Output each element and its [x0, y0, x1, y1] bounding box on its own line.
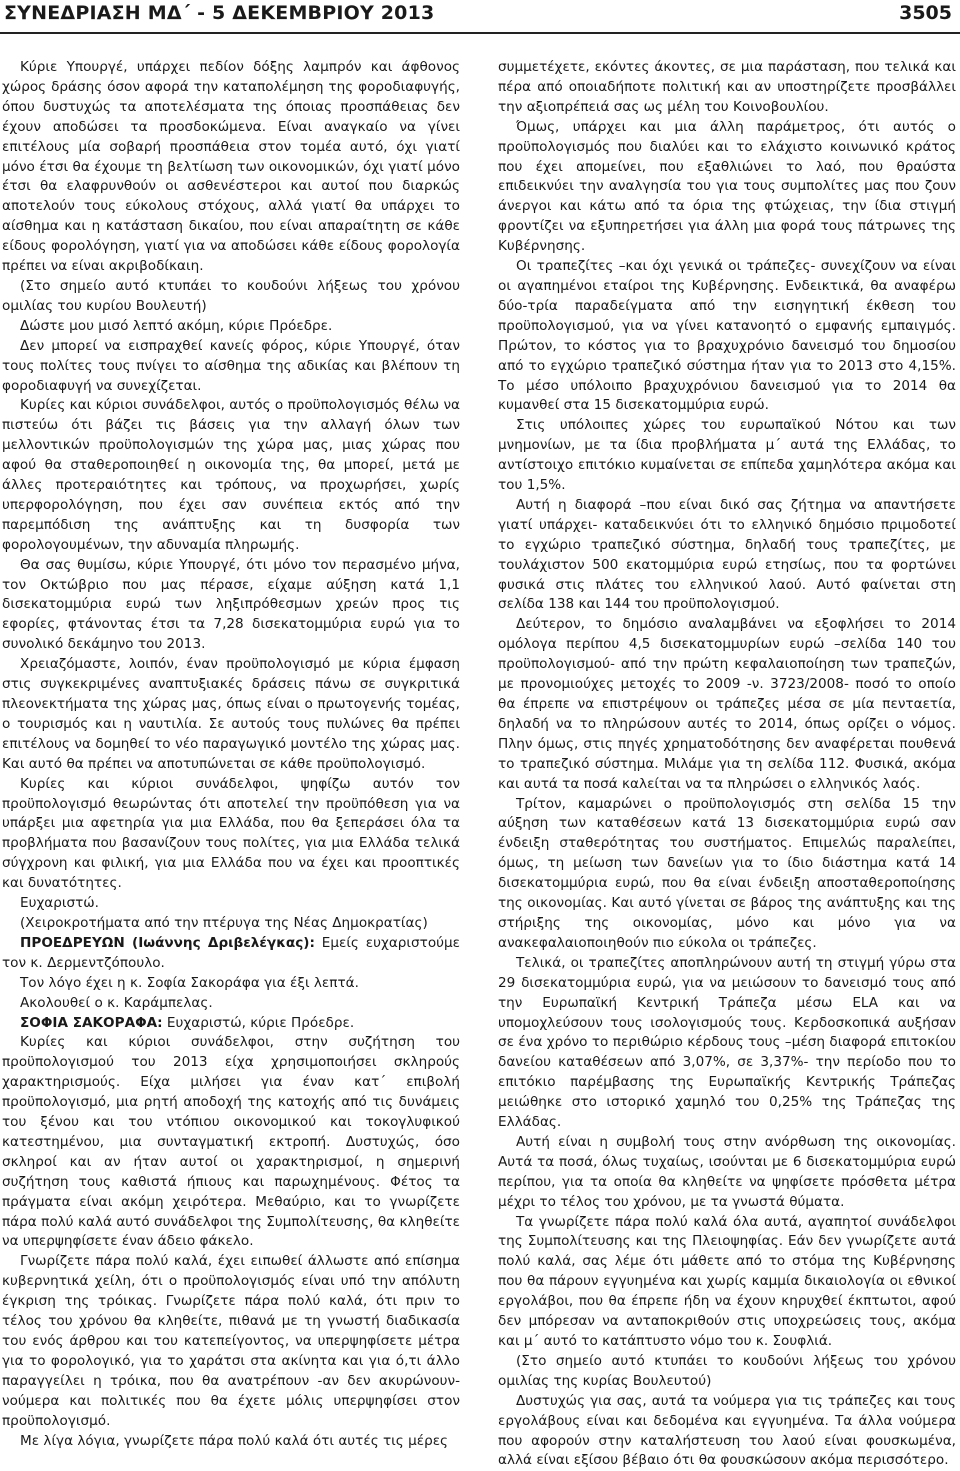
speaker-name: ΣΟΦΙΑ ΣΑΚΟΡΑΦΑ: [20, 1014, 163, 1031]
paragraph: Τρίτον, καμαρώνει ο προϋπολογισμός στη σελίδα 15 την αύξηση των καταθέσεων κατά 13 δισεκατομμύρια ευρώ σαν ένδειξη σταθερότητας του συστήματος. Επιμελώς παραλείπει, όμως, τη μείωση των δανείων για το ίδιο διάστημα κατά 14 δισεκατομμύρια ευρώ, που θα είναι ένδειξη αποσταθεροποίησης της οικονομίας. Και αυτό γίνεται σε βάρος της ανάπτυξης και της στήριξης της οικονομίας, μόνο και μόνο για να ανακεφαλαιοποιηθούν πιο εύκολα οι τράπεζες. [498, 795, 956, 951]
paragraph: Κύριε Υπουργέ, υπάρχει πεδίον δόξης λαμπρόν και άφθονος χώρος δράσης όσον αφορά την καταπολέμηση της φοροδιαφυγής, όπου δυστυχώς τα αποτελέσματα της όποιας προσπάθειας δεν έχουν αποδώσει τα προσδοκώμενα. Είναι αναγκαίο να γίνει επιτέλους μία σοβαρή προσπάθεια στον τομέα αυτό, όχι γιατί μόνο έτσι θα έχουμε τη βελτίωση των οικονομικών, όχι γιατί μόνο έτσι θα ελαφρυνθούν οι ασθενέστεροι και αυτοί που διαρκώς αποτελούν τους εύκολους στόχους, αλλά γιατί θα υπάρχει το αίσθημα και η κατάσταση δικαίου, που είναι απαραίτητη σε κάθε είδους φορολόγηση, γιατί για να αποδώσει κάθε είδους φορολογία πρέπει να είναι ακριβοδίκαιη. [2, 59, 460, 275]
right-column [498, 58, 956, 1471]
paragraph: συμμετέχετε, εκόντες άκοντες, σε μια παράσταση, που τελικά και πέρα από οποιαδήποτε πολιτική και αν υποστηρίζετε προσβάλλει την αξιοπρέπειά σας ως μέλη του Κοινοβουλίου. [498, 59, 956, 115]
paragraph: Όμως, υπάρχει και μια άλλη παράμετρος, ότι αυτός ο προϋπολογισμός που διαλύει και το ελάχιστο κοινωνικό κράτος που έχει απομείνει, που εξαθλιώνει το λαό, που θραύστα επιδεικνύει την αναλγησία του για τους συμπολίτες μας που ζουν άνεργοι και κάτω από τα όρια της φτώχειας, την ίδια στιγμή φροντίζει να εξυπηρετήσει για άλλη μια φορά τους πάτρωνες της Κυβέρνησης. [498, 118, 956, 255]
paragraph: (Στο σημείο αυτό κτυπάει το κουδούνι λήξεως του χρόνου ομιλίας της κυρίας Βουλευτού) [498, 1352, 956, 1389]
paragraph: Θα σας θυμίσω, κύριε Υπουργέ, ότι μόνο τον περασμένο μήνα, τον Οκτώβριο που μας πέρασε, είχαμε αύξηση κατά 1,1 δισεκατομμύρια ευρώ των ληξιπρόθεσμων χρεών προς τις εφορίες, φτάνοντας έτσι τα 7,28 δισεκατομμύρια ευρώ για το συνολικό δεκάμηνο του 2013. [2, 556, 460, 653]
paragraph: Κυρίες και κύριοι συνάδελφοι, στην συζήτηση του προϋπολογισμού του 2013 είχα χρησιμοποιήσει σκληρούς χαρακτηρισμούς. Είχα μιλήσει για έναν κατ΄ επιβολή προϋπολογισμό, μια ρητή αποδοχή της κατοχής από τις δυνάμεις του ξένου και του ντόπιου οικονομικού και τοκογλυφικού κατεστημένου, μια συνταγματική εκτροπή. Δυστυχώς, όσο σκληροί και αν ήταν αυτοί οι χαρακτηρισμοί, η σημερινή συζήτηση τους καθιστά ήπιους και παρωχημένους. Φέτος τα πράγματα είναι ακόμη χειρότερα. Μεθαύριο, και το γνωρίζετε πάρα πολύ καλά αυτό συνάδελφοι της Συμπολίτευσης, θα κληθείτε να υπερψηφίσετε έναν άδειο φάκελο. [2, 1034, 460, 1250]
paragraph: Τελικά, οι τραπεζίτες αποπληρώνουν αυτή τη στιγμή γύρω στα 29 δισεκατομμύρια ευρώ, για να μειώσουν το δανεισμό τους από την Ευρωπαϊκή Κεντρική Τράπεζα μέσω ELA και να υπομοχλεύσουν τους ισολογισμούς τους. Κερδοσκοπικά αυξήσαν σε ένα χρόνο το περιθώριο κέρδους τους –μέση διαφορά επιτοκίου δανείου καταθέσεων από 3,07%, σε 3,37%- την περίοδο που το επιτόκιο παρέμβασης της Ευρωπαϊκής Κεντρικής Τράπεζας μειώθηκε στο ιστορικό χαμηλό του 0,25% της Τράπεζας της Ελλάδας. [498, 954, 956, 1131]
paragraph: Δυστυχώς για σας, αυτά τα νούμερα για τις τράπεζες και τους εργολάβους είναι και δεδομένα και εγγυημένα. Τα άλλα νούμερα που αφορούν στην καταλήστευση του λαού είναι φουσκωμένα, αλλά είναι εξίσου βέβαιο ότι θα φουσκώσουν ακόμα περισσότερο. [498, 1392, 956, 1469]
left-column [2, 58, 460, 1451]
paragraph: Αυτή είναι η συμβολή τους στην ανόρθωση της οικονομίας. Αυτά τα ποσά, όλως τυχαίως, ισούνται με 6 δισεκατομμύρια ευρώ περίπου, για τα οποία θα κληθείτε να ψηφίσετε πρόσθετα μέτρα μέχρι το τέλος του χρόνου, με τα γνωστά θύματα. [498, 1133, 956, 1210]
speaker-name: ΠΡΟΕΔΡΕΥΩΝ (Ιωάννης Δριβελέγκας): [20, 934, 315, 951]
paragraph: Γνωρίζετε πάρα πολύ καλά, έχει ειπωθεί άλλωστε από επίσημα κυβερνητικά χείλη, ότι ο προϋπολογισμός είναι υπό την απόλυτη έγκριση της τρόικας. Γνωρίζετε πάρα πολύ καλά, ότι πριν το τέλος του χρόνου θα κληθείτε, πιθανά με τη γνωστή διαδικασία του ενός άρθρου και του κατεπείγοντος, να υπερψηφίσετε μέτρα για το φορολογικό, για το χαράτσι στα ακίνητα και για ό,τι άλλο παραγγείλει η τρόικα, που θα ανατρέπουν -αν δεν ακυρώνουν- νούμερα και πολιτικές που θα έχετε μόλις υπερψηφίσει στον προϋπολογισμό. [2, 1253, 460, 1429]
speaker-paragraph: ΣΟΦΙΑ ΣΑΚΟΡΑΦΑ: Ευχαριστώ, κύριε Πρόεδρε. [20, 1014, 355, 1031]
paragraph: Δώστε μου μισό λεπτό ακόμη, κύριε Πρόεδρε. [20, 317, 333, 334]
paragraph: Τα γνωρίζετε πάρα πολύ καλά όλα αυτά, αγαπητοί συνάδελφοι της Συμπολίτευσης και της Πλειοψηφίας. Εάν δεν γνωρίζετε αυτά πολύ καλά, σας λέμε ότι μάθετε από το στόμα της Κυβέρνησης που θα πάρουν εγγυημένα και χωρίς καμμία δικαιολογία οι εθνικοί εργολάβοι, που θα έπρεπε ήδη να έχουν κηρυχθεί έκπτωτοι, αφού δεν μπόρεσαν να ανταποκριθούν στις υποχρεώσεις τους, ακόμα και μ΄ αυτό το κατάπτυστο νόμο του κ. Σουφλιά. [498, 1213, 956, 1349]
page-header [0, 0, 960, 46]
paragraph: Χρειαζόμαστε, λοιπόν, έναν προϋπολογισμό με κύρια έμφαση στις συγκεκριμένες αναπτυξιακές δράσεις πάνω σε συγκριτικά πλεονεκτήματα της χώρας μας, όπως είναι ο πρωτογενής τομέας, ο τουρισμός και η ναυτιλία. Σε αυτούς τους πυλώνες θα πρέπει επιτέλους να δομηθεί το νέο παραγωγικό μοντέλο της χώρας μας. Και αυτό θα πρέπει να αποτυπώνεται σε κάθε προϋπολογισμό. [2, 656, 460, 772]
page-number: 3505 [899, 2, 952, 24]
paragraph: Τον λόγο έχει η κ. Σοφία Σακοράφα για έξι λεπτά. [20, 974, 359, 991]
paragraph: Αυτή η διαφορά –που είναι δικό σας ζήτημα να απαντήσετε γιατί υπάρχει- καταδεικνύει ότι το ελληνικό δημόσιο πριμοδοτεί το εγχώριο τραπεζικό σύστημα, δηλαδή τους τραπεζίτες, με τουλάχιστον 500 εκατομμύρια ευρώ ετησίως, που τα φορτώνει φυσικά στις πλάτες του ελληνικού λαού. Αυτό φαίνεται στη σελίδα 138 και 144 του προϋπολογισμού. [498, 496, 956, 613]
paragraph: Στις υπόλοιπες χώρες του ευρωπαϊκού Νότου και των μνημονίων, με τα ίδια προβλήματα μ΄ αυτά της Ελλάδας, το αντίστοιχο επιτόκιο κυμαίνεται σε επίπεδα χαμηλότερα ακόμα και του 1,5%. [498, 417, 956, 494]
paragraph: Κυρίες και κύριοι συνάδελφοι, αυτός ο προϋπολογισμός θέλω να πιστεύω ότι βάζει τις βάσεις για την αλλαγή όλων των μελλοντικών προϋπολογισμών της χώρα μας, μιας χώρας που αφού θα σταθεροποιηθεί η οικονομία της, θα μπορεί, μετά με άλλες προτεραιότητες και τρόπους, να προχωρήσει, χωρίς υπερφορολόγηση, που έχει σαν συνέπεια εκτός από την παρεμπόδιση της ανάπτυξης και τη δυσφορία των φορολογουμένων, την αδυναμία πληρωμής. [2, 397, 460, 553]
paragraph: Με λίγα λόγια, γνωρίζετε πάρα πολύ καλά ότι αυτές τις μέρες [20, 1432, 449, 1449]
header-divider [0, 32, 960, 34]
paragraph: Δεν μπορεί να εισπραχθεί κανείς φόρος, κύριε Υπουργέ, όταν τους πολίτες τους πνίγει το αίσθημα της αδικίας και βλέπουν τη φοροδιαφυγή να συνεχίζεται. [2, 337, 460, 394]
paragraph: Κυρίες και κύριοι συνάδελφοι, ψηφίζω αυτόν τον προϋπολογισμό θεωρώντας ότι αποτελεί την προϋπόθεση για να υπάρξει μια αφετηρία για μια Ελλάδα, που θα ξεπεράσει όλα τα προβλήματα που βασανίζουν τους πολίτες, για μια Ελλάδα τελικά σύγχρονη και φιλική, για μια Ελλάδα που να έχει και προοπτικές και δυνατότητες. [2, 775, 460, 892]
paragraph: Ευχαριστώ. [20, 895, 100, 912]
speaker-paragraph: ΠΡΟΕΔΡΕΥΩΝ (Ιωάννης Δριβελέγκας): Εμείς ευχαριστούμε τον κ. Δερμεντζόπουλο. [2, 934, 460, 971]
paragraph: Ακολουθεί ο κ. Καράμπελας. [20, 994, 213, 1011]
paragraph: (Στο σημείο αυτό κτυπάει το κουδούνι λήξεως του χρόνου ομιλίας του κυρίου Βουλευτή) [2, 277, 460, 314]
paragraph: Οι τραπεζίτες –και όχι γενικά οι τράπεζες- συνεχίζουν να είναι οι αγαπημένοι εταίροι της Κυβέρνησης. Ενδεικτικά, θα αναφέρω δύο-τρία παραδείγματα από την εισηγητική έκθεση του προϋπολογισμού, για να γίνει κατανοητό ο εμφανής εμπαιγμός. Πρώτον, το κόστος για το βραχυχρόνιο δανεισμό του δημοσίου από το εγχώριο τραπεζικό σύστημα ήταν για το 2013 στο 4,15%. Το μέσο υπόλοιπο βραχυχρόνιου δανεισμού για το 2014 θα κυμανθεί στα 15 δισεκατομμύρια ευρώ. [498, 258, 956, 414]
session-title: ΣΥΝΕΔΡΙΑΣΗ ΜΔ΄ - 5 ΔΕΚΕΜΒΡΙΟΥ 2013 [4, 2, 435, 24]
paragraph: (Χειροκροτήματα από την πτέρυγα της Νέας Δημοκρατίας) [20, 914, 428, 931]
paragraph: Δεύτερον, το δημόσιο αναλαμβάνει να εξοφλήσει το 2014 ομόλογα περίπου 4,5 δισεκατομμυρίων ευρώ –σελίδα 140 του προϋπολογισμού- από την πρώτη κεφαλαιοποίηση των τραπεζών, με προνομιούχες μετοχές το 2009 -ν. 3723/2008- ποσό το οποίο θα έπρεπε να επιστρέψουν οι τράπεζες μέσα σε μία πενταετία, δηλαδή να το πληρώσουν αυτές το 2014, όπως ορίζει ο νόμος. Πλην όμως, στις πηγές χρηματοδότησης δεν αναφέρεται πουθενά το τραπεζικό σύστημα. Μιλάμε για τη σελίδα 112. Φυσικά, ακόμα και αυτά τα ποσά καλείται να τα πληρώσει ο ελληνικός λαός. [498, 616, 956, 792]
